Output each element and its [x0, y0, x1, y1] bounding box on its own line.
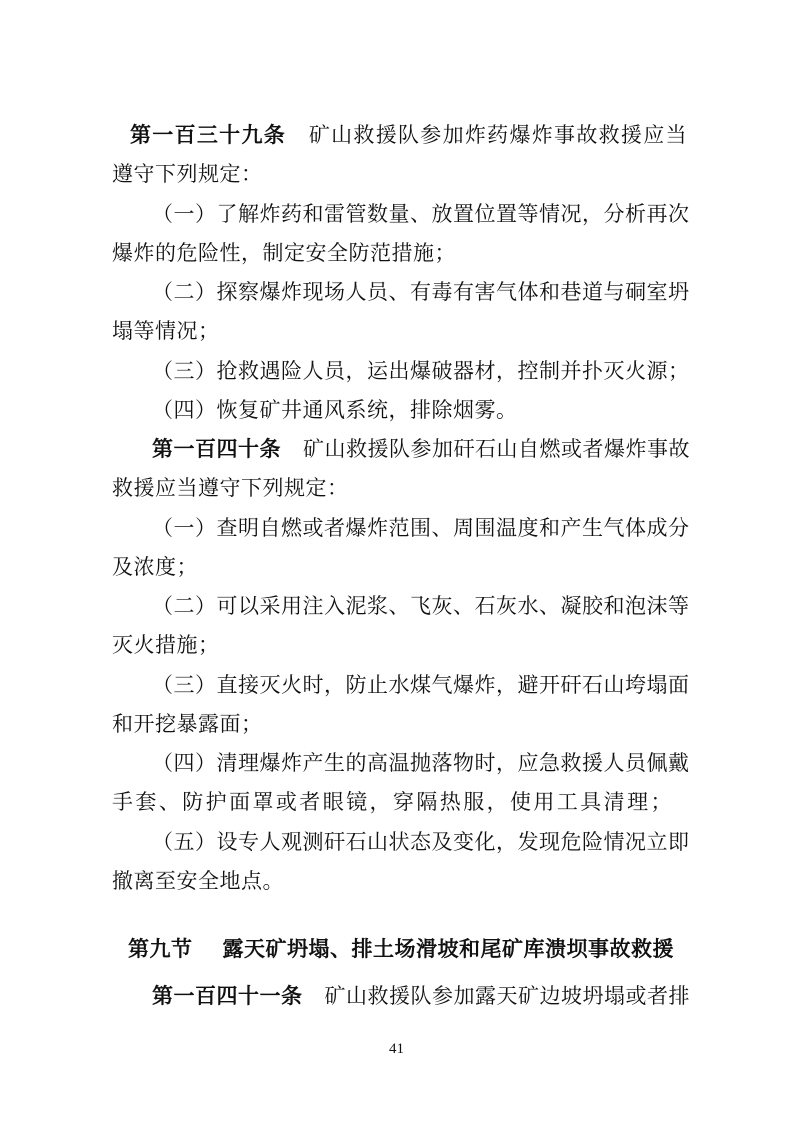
- paragraph-line: 塌等情况；: [112, 319, 220, 343]
- article-139-heading-line: [130, 121, 687, 149]
- paragraph-text: 矿山救援队参加炸药爆炸事故救援应当: [308, 123, 688, 147]
- section-title: 露天矿坍塌、排土场滑坡和尾矿库溃坝事故救援: [222, 937, 674, 961]
- list-item-line: （三）直接灭火时，防止水煤气爆炸，避开矸石山垮塌面: [152, 673, 690, 697]
- section-heading: [128, 935, 674, 963]
- paragraph-line: 遵守下列规定：: [112, 162, 263, 186]
- list-item-line: （二）可以采用注入泥浆、飞灰、石灰水、凝胶和泡沫等: [152, 594, 690, 618]
- article-number: 第一百四十一条: [152, 984, 303, 1008]
- paragraph-line: 救援应当遵守下列规定：: [112, 476, 349, 500]
- paragraph-line: 爆炸的危险性，制定安全防范措施；: [112, 241, 456, 265]
- section-number: 第九节: [128, 937, 193, 961]
- list-item-line: （四）恢复矿井通风系统，排除烟雾。: [152, 398, 518, 422]
- article-140-heading-line: [152, 435, 690, 463]
- paragraph-text: 矿山救援队参加矸石山自燃或者爆炸事故: [303, 437, 690, 461]
- page-number: 41: [389, 1041, 404, 1057]
- paragraph-line: 和开挖暴露面；: [112, 712, 263, 736]
- paragraph-line: 手套、防护面罩或者眼镜，穿隔热服，使用工具清理；: [112, 790, 672, 814]
- list-item-line: （一）了解炸药和雷管数量、放置位置等情况，分析再次: [152, 202, 690, 226]
- paragraph-line: 灭火措施；: [112, 633, 220, 657]
- list-item-line: （二）探察爆炸现场人员、有毒有害气体和巷道与硐室坍: [152, 280, 690, 304]
- article-141-heading-line: [152, 982, 690, 1010]
- list-item-line: （三）抢救遇险人员，运出爆破器材，控制并扑灭火源；: [152, 359, 690, 383]
- article-number: 第一百四十条: [152, 437, 281, 461]
- list-item-line: （四）清理爆炸产生的高温抛落物时，应急救援人员佩戴: [152, 751, 690, 775]
- list-item-line: （五）设专人观测矸石山状态及变化，发现危险情况立即: [152, 830, 690, 854]
- paragraph-line: 撤离至安全地点。: [112, 869, 284, 893]
- paragraph-text: 矿山救援队参加露天矿边坡坍塌或者排: [324, 984, 690, 1008]
- article-number: 第一百三十九条: [130, 123, 287, 147]
- list-item-line: （一）查明自燃或者爆炸范围、周围温度和产生气体成分: [152, 516, 690, 540]
- paragraph-line: 及浓度；: [112, 555, 198, 579]
